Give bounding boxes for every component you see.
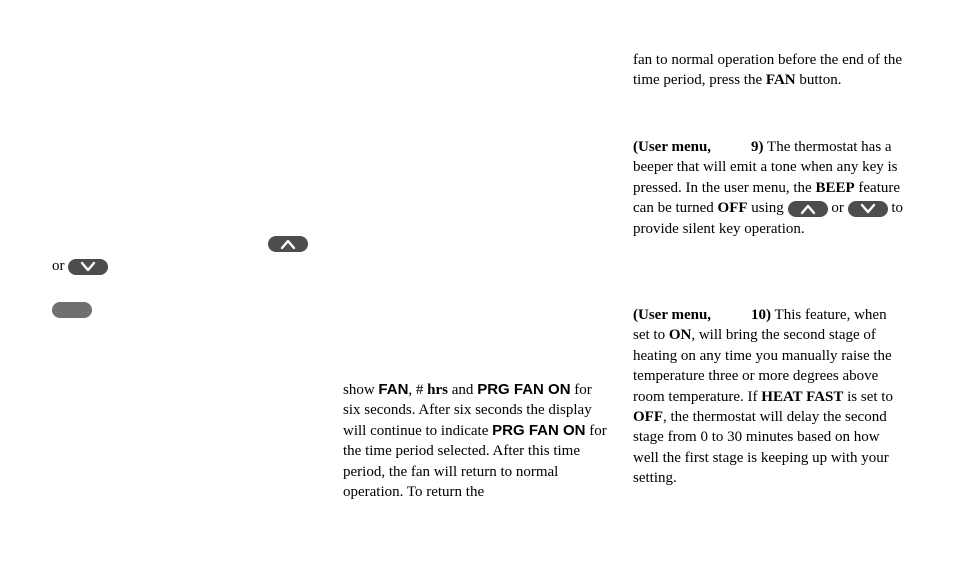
- hrs-keyword: hrs: [427, 382, 449, 398]
- down-arrow-button[interactable]: [68, 259, 108, 275]
- heat-fast-keyword: HEAT FAST: [761, 388, 844, 405]
- text-fragment: button.: [799, 72, 842, 89]
- or-label: or: [831, 200, 844, 217]
- up-arrow-button[interactable]: [788, 201, 828, 217]
- up-arrow-button[interactable]: [268, 236, 308, 252]
- text-fragment: , the thermostat will delay the second stage from 0 to 30 minutes based on how well the first stage is keeping up with your setting.: [633, 409, 889, 487]
- text-fragment: feature can be turned: [633, 179, 901, 217]
- or-label: or: [52, 258, 65, 274]
- user-menu-label: (User menu,: [633, 307, 712, 323]
- middle-column-text: [343, 380, 609, 502]
- text-fragment: for six seconds. After six seconds the display will continue to indicate: [343, 382, 592, 439]
- user-menu-label: (User menu,: [633, 139, 712, 155]
- prg-fan-on-keyword: PRG FAN ON: [477, 381, 571, 398]
- text-fragment: The thermostat has a beeper that will emit a tone when any key is pressed. In the user menu, the: [633, 139, 898, 196]
- chevron-up-icon: [280, 238, 296, 250]
- text-fragment: fan to normal operation before the end of the time period, press the: [633, 52, 903, 89]
- prg-fan-on-keyword: PRG FAN ON: [492, 421, 586, 439]
- menu-number: 10): [751, 307, 772, 323]
- middle-paragraph: [343, 380, 609, 502]
- right-column-para-3: [633, 305, 905, 489]
- off-keyword: OFF: [633, 409, 663, 426]
- text-fragment: and: [451, 382, 474, 398]
- text-fragment: for the time period selected. After this time period, the fan will return to normal operation. To return the: [343, 422, 607, 501]
- left-or-line: [52, 256, 108, 276]
- heat-fast-paragraph: [633, 305, 905, 489]
- beep-paragraph: [633, 137, 905, 239]
- chevron-down-icon: [80, 261, 96, 273]
- down-arrow-button[interactable]: [848, 201, 888, 217]
- fan-keyword: FAN: [765, 72, 796, 89]
- text-fragment: This feature, when set to: [633, 307, 887, 344]
- beep-keyword: BEEP: [815, 179, 855, 196]
- text-fragment: to provide silent key operation.: [633, 200, 903, 237]
- fan-keyword: FAN: [378, 381, 409, 398]
- right-column-para-1: [633, 50, 905, 91]
- on-keyword: ON: [668, 327, 692, 344]
- off-keyword: OFF: [717, 200, 748, 217]
- chevron-down-icon: [860, 203, 876, 215]
- chevron-up-icon: [800, 203, 816, 215]
- text-fragment: , will bring the second stage of heating on any time you manually raise the temperature three or more degrees above room temperature. If: [633, 327, 892, 405]
- text-fragment: show: [343, 382, 375, 398]
- text-fragment: , #: [408, 382, 424, 398]
- right-column-para-2: [633, 137, 905, 239]
- text-fragment: is set to: [847, 388, 893, 405]
- blank-button[interactable]: [52, 302, 92, 318]
- text-fragment: using: [751, 200, 784, 217]
- menu-number: 9): [751, 139, 764, 155]
- fan-normal-paragraph: [633, 50, 905, 91]
